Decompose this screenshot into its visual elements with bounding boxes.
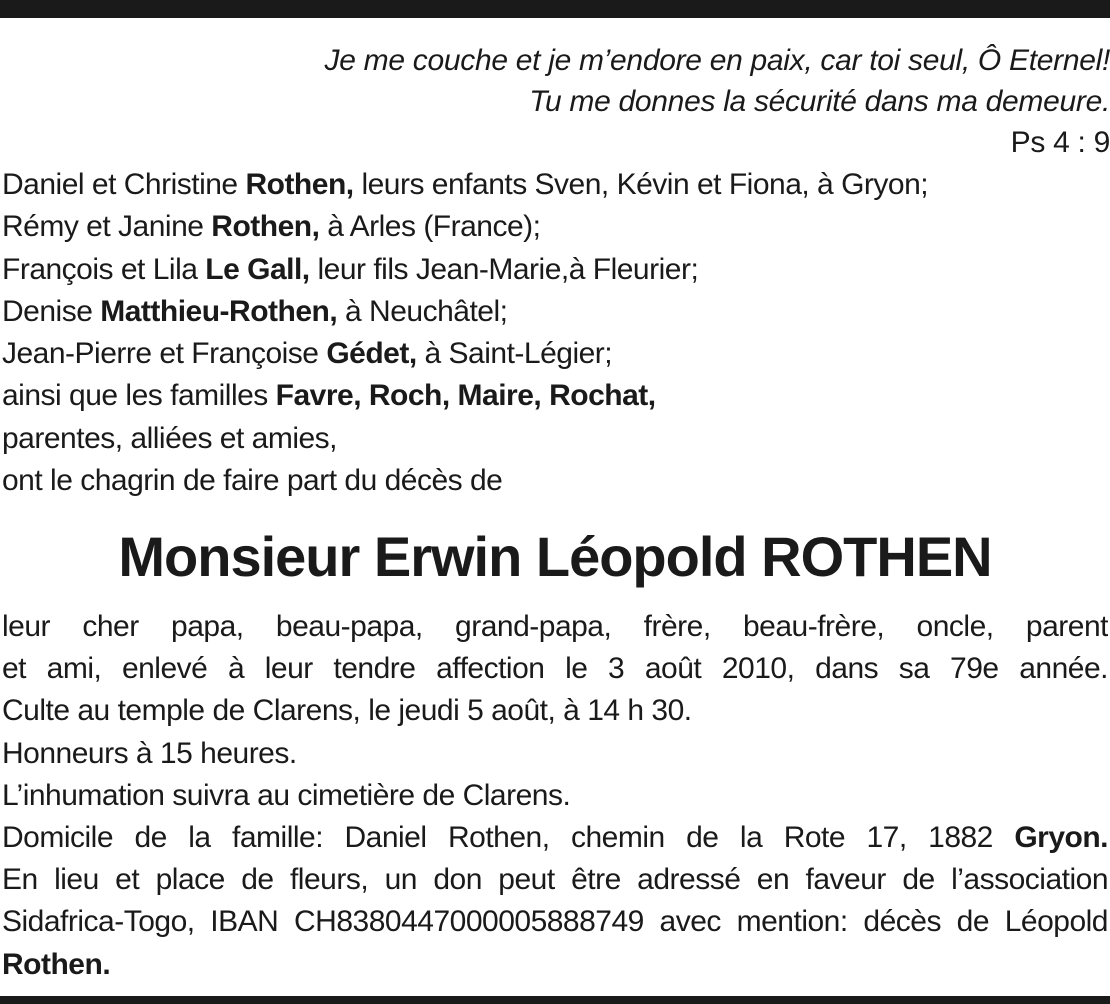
bottom-rule: [0, 996, 1110, 1004]
body-line-2: et ami, enlevé à leur tendre affection le 3 août 2010, dans sa 79e année.: [2, 652, 1108, 686]
family-surname: Rothen,: [211, 210, 320, 244]
family-line-text: Jean-Pierre et Françoise: [2, 337, 327, 371]
family-line: [2, 164, 928, 206]
family-surname: Matthieu-Rothen,: [100, 294, 338, 328]
family-line-text: Daniel et Christine: [2, 168, 246, 201]
body-line-3: Culte au temple de Clarens, le jeudi 5 août, à 14 h 30.: [2, 694, 692, 728]
body-line-6-bold: Gryon.: [1014, 821, 1108, 855]
family-line-text: à Arles (France);: [319, 210, 541, 244]
psalm-verse: [0, 40, 1110, 163]
body-line-9: [2, 944, 1108, 986]
family-line: [2, 249, 928, 291]
family-line: [2, 206, 928, 248]
body-line-6: [2, 817, 1108, 859]
family-tail-line: ont le chagrin de faire part du décès de: [2, 464, 503, 498]
family-line-text: Rémy et Janine: [2, 210, 212, 244]
body-line-9-bold: Rothen.: [2, 947, 111, 981]
body-line-7: En lieu et place de fleurs, un don peut être adressé en faveur de l’association: [2, 863, 1108, 897]
body-line-8: Sidafrica-Togo, IBAN CH8380447000005888749 avec mention: décès de Léopold: [2, 905, 1108, 939]
family-surname: Gédet,: [326, 337, 417, 371]
body-line-6-text: Domicile de la famille: Daniel Rothen, chemin de la Rote 17, 1882: [2, 821, 1015, 855]
verse-line-1: Je me couche et je m’endore en paix, car toi seul, Ô Eternel!: [324, 44, 1110, 77]
family-line-text: à Neuchâtel;: [337, 294, 508, 328]
family-line-text: leurs enfants Sven, Kévin et Fiona, à Gryon;: [353, 168, 929, 201]
body-line-4: Honneurs à 15 heures.: [2, 736, 297, 770]
verse-line-2: Tu me donnes la sécurité dans ma demeure.: [529, 85, 1110, 118]
family-line-text: ainsi que les familles: [2, 379, 276, 413]
family-line-text: à Saint-Légier;: [416, 337, 613, 371]
body-line-5: L’inhumation suivra au cimetière de Clarens.: [2, 778, 571, 812]
family-line-text: François et Lila: [2, 252, 206, 286]
family-surname: Rothen,: [245, 168, 354, 201]
family-line: [2, 333, 928, 375]
family-surname: Favre, Roch, Maire, Rochat,: [275, 379, 656, 413]
family-line: [2, 375, 928, 417]
deceased-name: Monsieur Erwin Léopold ROTHEN: [118, 525, 992, 588]
family-line: [2, 291, 928, 333]
family-line-text: Denise: [2, 294, 101, 328]
family-surname: Le Gall,: [205, 252, 310, 286]
body-line-1: leur cher papa, beau-papa, grand-papa, frère, beau-frère, oncle, parent: [2, 610, 1108, 643]
family-line-text: leur fils Jean-Marie,à Fleurier;: [309, 252, 699, 286]
family-tail-line: parentes, alliées et amies,: [2, 421, 338, 455]
top-rule: [0, 0, 1110, 18]
verse-reference: Ps 4 : 9: [1010, 126, 1110, 159]
family-list: [2, 164, 928, 502]
notice-body: [2, 606, 1108, 986]
